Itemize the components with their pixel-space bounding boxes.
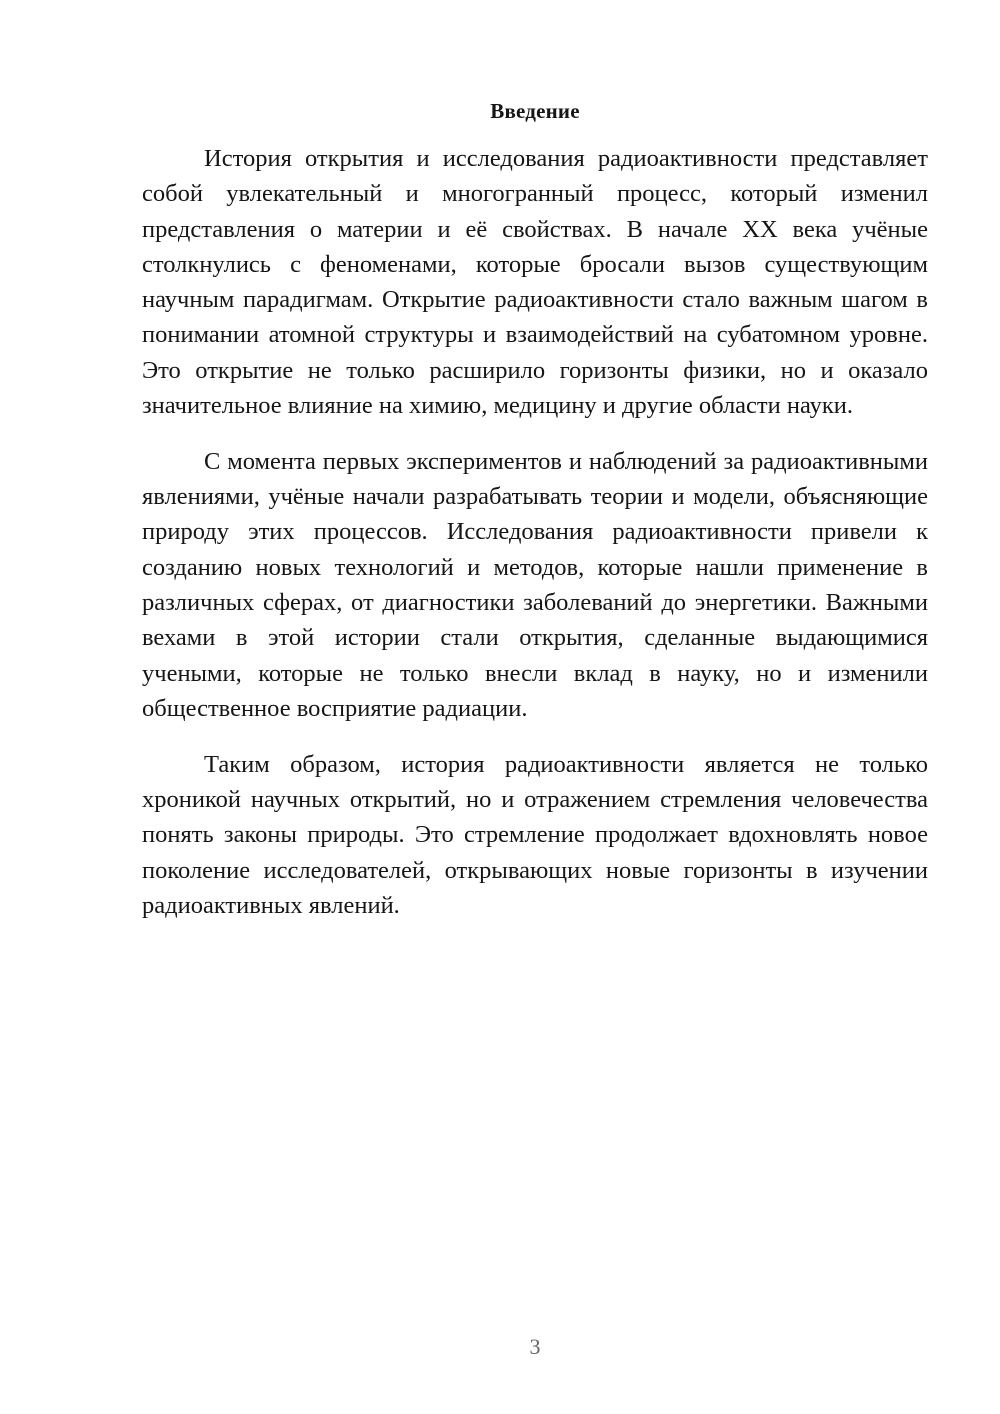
body-text [142, 141, 928, 923]
paragraph-3: Таким образом, история радиоактивности является не только хроникой научных открытий, но и отражением стремления человечества понять законы природы. Это стремление продолжает вдохновлять новое поколение исследователей, открывающих новые горизонты в изучении радиоактивных явлений. [142, 750, 928, 919]
paragraph-1: История открытия и исследования радиоактивности представляет собой увлекательный и многогранный процесс, который изменил представления о материи и её свойствах. В начале XX века учёные столкнулись с феноменами, которые бросали вызов существующим научным парадигмам. Открытие радиоактивности стало важным шагом в понимании атомной структуры и взаимодействий на субатомном уровне. Это открытие не только расширило горизонты физики, но и оказало значительное влияние на химию, медицину и другие области науки. [142, 145, 928, 420]
page-number: 3 [529, 1334, 541, 1359]
paragraph-2: С момента первых экспериментов и наблюдений за радиоактивными явлениями, учёные начали разрабатывать теории и модели, объясняющие природу этих процессов. Исследования радиоактивности привели к созданию новых технологий и методов, которые нашли применение в различных сферах, от диагностики заболеваний до энергетики. Важными вехами в этой истории стали открытия, сделанные выдающимися учеными, которые не только внесли вклад в науку, но и изменили общественное восприятие радиации. [142, 447, 928, 722]
section-heading: Введение [490, 99, 580, 123]
